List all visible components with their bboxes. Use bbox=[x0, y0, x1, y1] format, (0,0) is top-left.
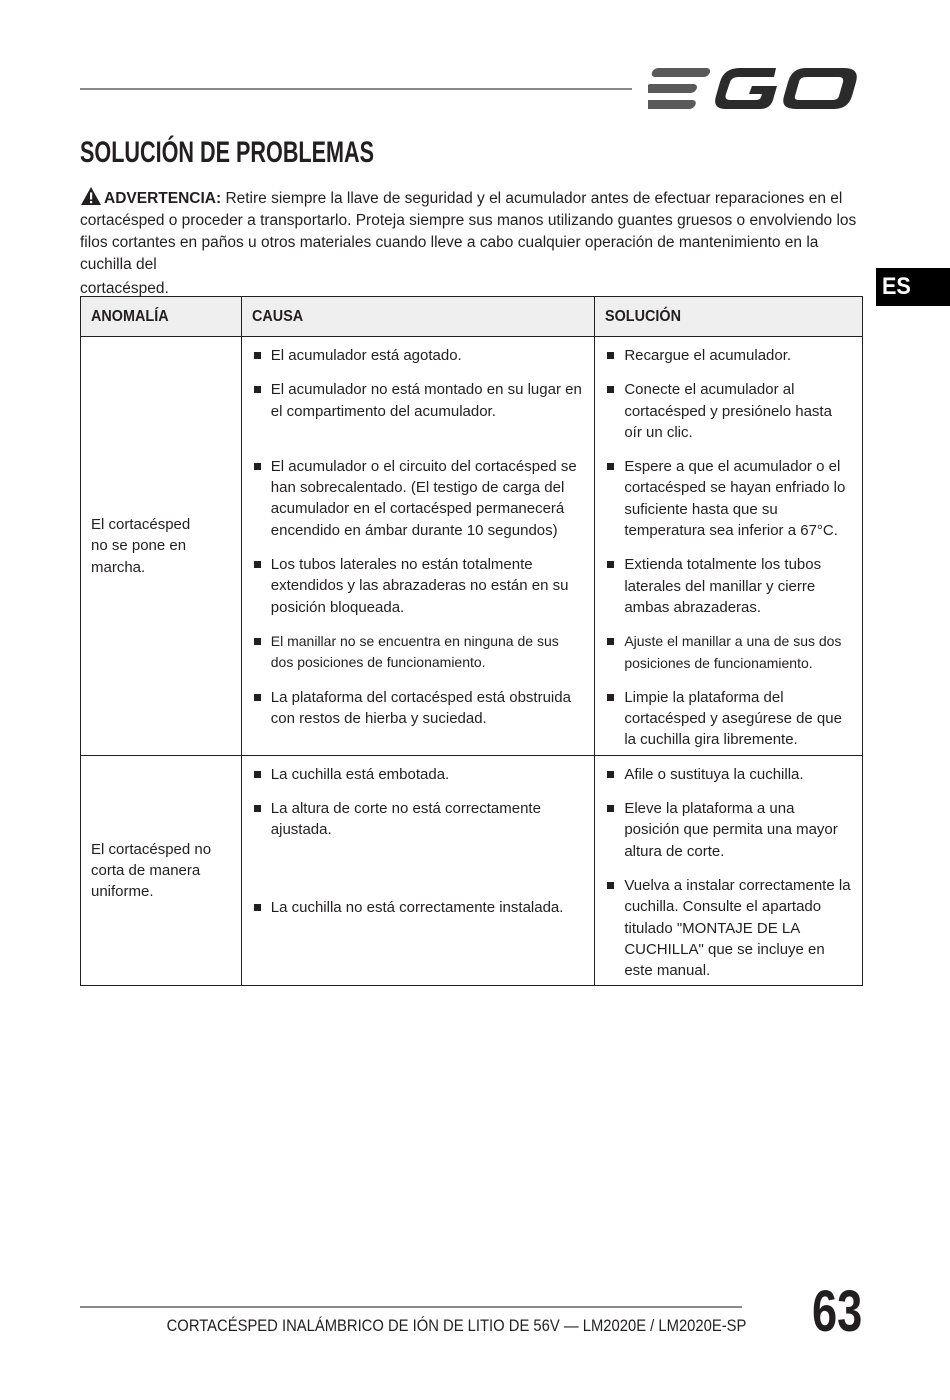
troubleshooting-table bbox=[80, 296, 863, 986]
language-tab bbox=[876, 268, 950, 306]
warning-triangle-icon bbox=[80, 186, 102, 206]
cause-item: El manillar no se encuentra en ninguna de sus dos posiciones de funcionamiento. bbox=[254, 631, 585, 674]
cause-item: La altura de corte no está correctamente ajustada. bbox=[254, 798, 585, 841]
cause-item: La cuchilla está embotada. bbox=[254, 764, 585, 785]
page-number: 63 bbox=[812, 1279, 863, 1344]
language-tab-label: ES bbox=[882, 273, 911, 300]
solution-item: Espere a que el acumulador o el cortacésped se hayan enfriado lo suficiente hasta que su temperatura sea inferior a 67°C. bbox=[607, 456, 852, 541]
header-cause: CAUSA bbox=[241, 297, 595, 337]
solution-cell bbox=[595, 755, 863, 986]
anomaly-cell bbox=[81, 337, 242, 756]
footer-rule bbox=[80, 1306, 742, 1308]
solution-item: Limpie la plataforma del cortacésped y asegúrese de que la cuchilla gira libremente. bbox=[607, 687, 852, 751]
cause-item: El acumulador o el circuito del cortacésped se han sobrecalentado. (El testigo de carga del acumulador en el cortacésped permanecerá encendido en ámbar durante 10 segundos) bbox=[254, 456, 585, 541]
cause-item: La plataforma del cortacésped está obstruida con restos de hierba y suciedad. bbox=[254, 687, 585, 730]
warning-block bbox=[80, 186, 860, 300]
header-rule bbox=[80, 88, 632, 90]
warning-text: Retire siempre la llave de seguridad y el acumulador antes de efectuar reparaciones en el cortacésped o proceder a transportarlo. Proteja siempre sus manos utilizando guantes gruesos o envolviendo los filos cortantes en paños u otros materiales cuando lleve a cabo cualquier operación de mantenimiento en la cuchilla del bbox=[80, 190, 857, 273]
ego-logo bbox=[648, 60, 862, 116]
cause-item: El acumulador no está montado en su lugar en el compartimento del acumulador. bbox=[254, 379, 585, 422]
header-solution: SOLUCIÓN bbox=[595, 297, 863, 337]
solution-item: Conecte el acumulador al cortacésped y presiónelo hasta oír un clic. bbox=[607, 379, 852, 443]
solution-cell bbox=[595, 337, 863, 756]
table-row bbox=[81, 337, 863, 756]
solution-item: Recargue el acumulador. bbox=[607, 345, 852, 366]
table-header-row bbox=[81, 297, 863, 337]
cause-item: El acumulador está agotado. bbox=[254, 345, 585, 366]
solution-item: Eleve la plataforma a una posición que permita una mayor altura de corte. bbox=[607, 798, 852, 862]
page-title: SOLUCIÓN DE PROBLEMAS bbox=[80, 136, 375, 169]
anomaly-text: El cortacésped no se pone en marcha. bbox=[91, 515, 191, 576]
cause-cell bbox=[241, 337, 595, 756]
solution-item: Afile o sustituya la cuchilla. bbox=[607, 764, 852, 785]
header-anomaly: ANOMALÍA bbox=[81, 297, 242, 337]
anomaly-text: El cortacésped no corta de manera uniforme. bbox=[91, 840, 212, 901]
warning-label: ADVERTENCIA: bbox=[104, 190, 222, 207]
cause-item: La cuchilla no está correctamente instalada. bbox=[254, 897, 585, 918]
table-row bbox=[81, 755, 863, 986]
footer-product-line: CORTACÉSPED INALÁMBRICO DE IÓN DE LITIO DE 56V — LM2020E / LM2020E-SP bbox=[166, 1316, 747, 1335]
solution-item: Vuelva a instalar correctamente la cuchilla. Consulte el apartado titulado "MONTAJE DE LA CUCHILLA" que se incluye en este manual. bbox=[607, 875, 852, 981]
anomaly-cell bbox=[81, 755, 242, 986]
solution-item: Ajuste el manillar a una de sus dos posiciones de funcionamiento. bbox=[607, 631, 852, 674]
cause-cell bbox=[241, 755, 595, 986]
cause-item: Los tubos laterales no están totalmente extendidos y las abrazaderas no están en su posición bloqueada. bbox=[254, 554, 585, 618]
warning-text-end: cortacésped. bbox=[80, 280, 169, 297]
solution-item: Extienda totalmente los tubos laterales del manillar y cierre ambas abrazaderas. bbox=[607, 554, 852, 618]
